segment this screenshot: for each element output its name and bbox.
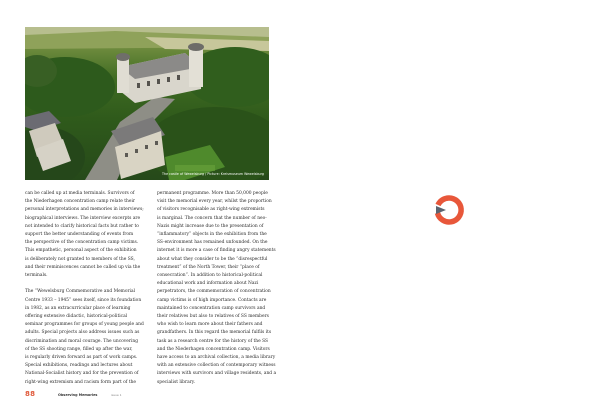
text-line: personal interpretations and memories in interviews; <box>25 207 144 213</box>
text-line: is marginal. The concern that the number of neo- <box>157 215 267 221</box>
photo-caption: The castle of Wewelsburg / Picture: Kreismuseum Wewelsburg <box>162 172 264 176</box>
text-line: biographical interviews. The interview excerpts are <box>25 215 141 221</box>
running-title: Observing Memories <box>58 393 98 397</box>
page-number: 88 <box>25 390 36 398</box>
castle-aerial-photo <box>25 27 269 180</box>
text-line: about what they consider to be the “disrespectful <box>157 256 268 262</box>
text-line: offering extensive didactic, historical-political <box>25 314 128 320</box>
running-language: issue 1 <box>111 393 122 397</box>
text-line: camp victims is of high importance. Contacts are <box>157 297 267 303</box>
text-line: interviews with survivors and village residents, and a <box>157 371 277 377</box>
left-text-column <box>25 190 144 387</box>
text-line: is regularly driven forward as part of work camps. <box>25 355 138 361</box>
castle-illustration <box>25 27 269 180</box>
text-line: “inflammatory” objects in the exhibition from the <box>157 232 267 238</box>
text-line: not intended to clarify historical facts but rather to <box>25 223 139 229</box>
text-line: seminar programmes for groups of young people and <box>25 322 144 328</box>
text-line: discrimination and moral courage. The uncovering <box>25 338 139 344</box>
text-line: perpetrators, the commemoration of concentration <box>157 289 271 295</box>
text-line: consecration”. In addition to historical-political <box>157 273 263 279</box>
right-text-column <box>157 190 277 387</box>
text-line: and their reminiscences cannot be called up via the <box>25 264 141 270</box>
text-line: task as a research centre for the history of the SS <box>157 338 269 344</box>
text-line: visit the memorial every year, whilst the proportion <box>157 199 272 205</box>
text-line: support the better understanding of events from <box>25 232 134 238</box>
text-line: maintained to concentration camp survivors and <box>157 305 266 311</box>
text-line: of visitors recognisable as right-wing extremists <box>157 207 265 213</box>
text-line: adults. Special projects also address issues such as <box>25 330 140 336</box>
text-line: National-Socialist history and for the prevention of <box>25 371 139 377</box>
text-line: is deliberately not granted to members of the SS, <box>25 256 135 262</box>
text-line: Special exhibitions, readings and lectures about <box>25 363 133 369</box>
text-line: permanent programme. More than 50,000 people <box>157 191 268 196</box>
text-line: in 1982, as an extracurricular place of learning <box>25 305 131 311</box>
text-line: Centre 1933 – 1945” sees itself, since its foundation <box>25 297 142 303</box>
text-line: SS-environment has remained unfounded. On the <box>157 240 268 246</box>
text-line: educational work and information about Nazi <box>157 281 259 287</box>
text-line: have access to an archival collection, a media library <box>157 355 276 361</box>
text-line: the Niederhagen concentration camp relate their <box>25 199 135 205</box>
text-line: treatment” of the North Tower, their “place of <box>157 264 260 270</box>
text-line: with an extensive collection of contemporary witness <box>157 363 276 369</box>
text-line: their relatives but also to relatives of SS members <box>157 314 269 320</box>
text-line: the perspective of the concentration camp victims. <box>25 240 139 246</box>
text-line: can be called up at media terminals. Survivors of <box>25 191 135 196</box>
text-line: Nazis might increase due to the presentation of <box>157 223 264 229</box>
text-line: terminals. <box>25 273 48 279</box>
text-line: This empathetic, personal aspect of the exhibition <box>25 248 137 254</box>
circle-arrow-logo-icon <box>432 193 466 227</box>
paragraph-gap <box>25 280 129 288</box>
text-line: right-wing extremism and racism form part of the <box>25 379 137 385</box>
text-line: who wish to learn more about their fathers and <box>157 322 263 328</box>
text-line: The “Wewelsburg Commemorative and Memorial <box>25 289 135 295</box>
text-line: internet it is more a case of finding angry statements <box>157 248 276 254</box>
text-line: specialist library. <box>157 379 196 385</box>
text-line: of the SS shooting range, filled up after the war, <box>25 346 133 352</box>
text-line: grandfathers. In this regard the memorial fulfils its <box>157 330 272 336</box>
text-line: and the Niederhagen concentration camp. Visitors <box>157 346 270 352</box>
